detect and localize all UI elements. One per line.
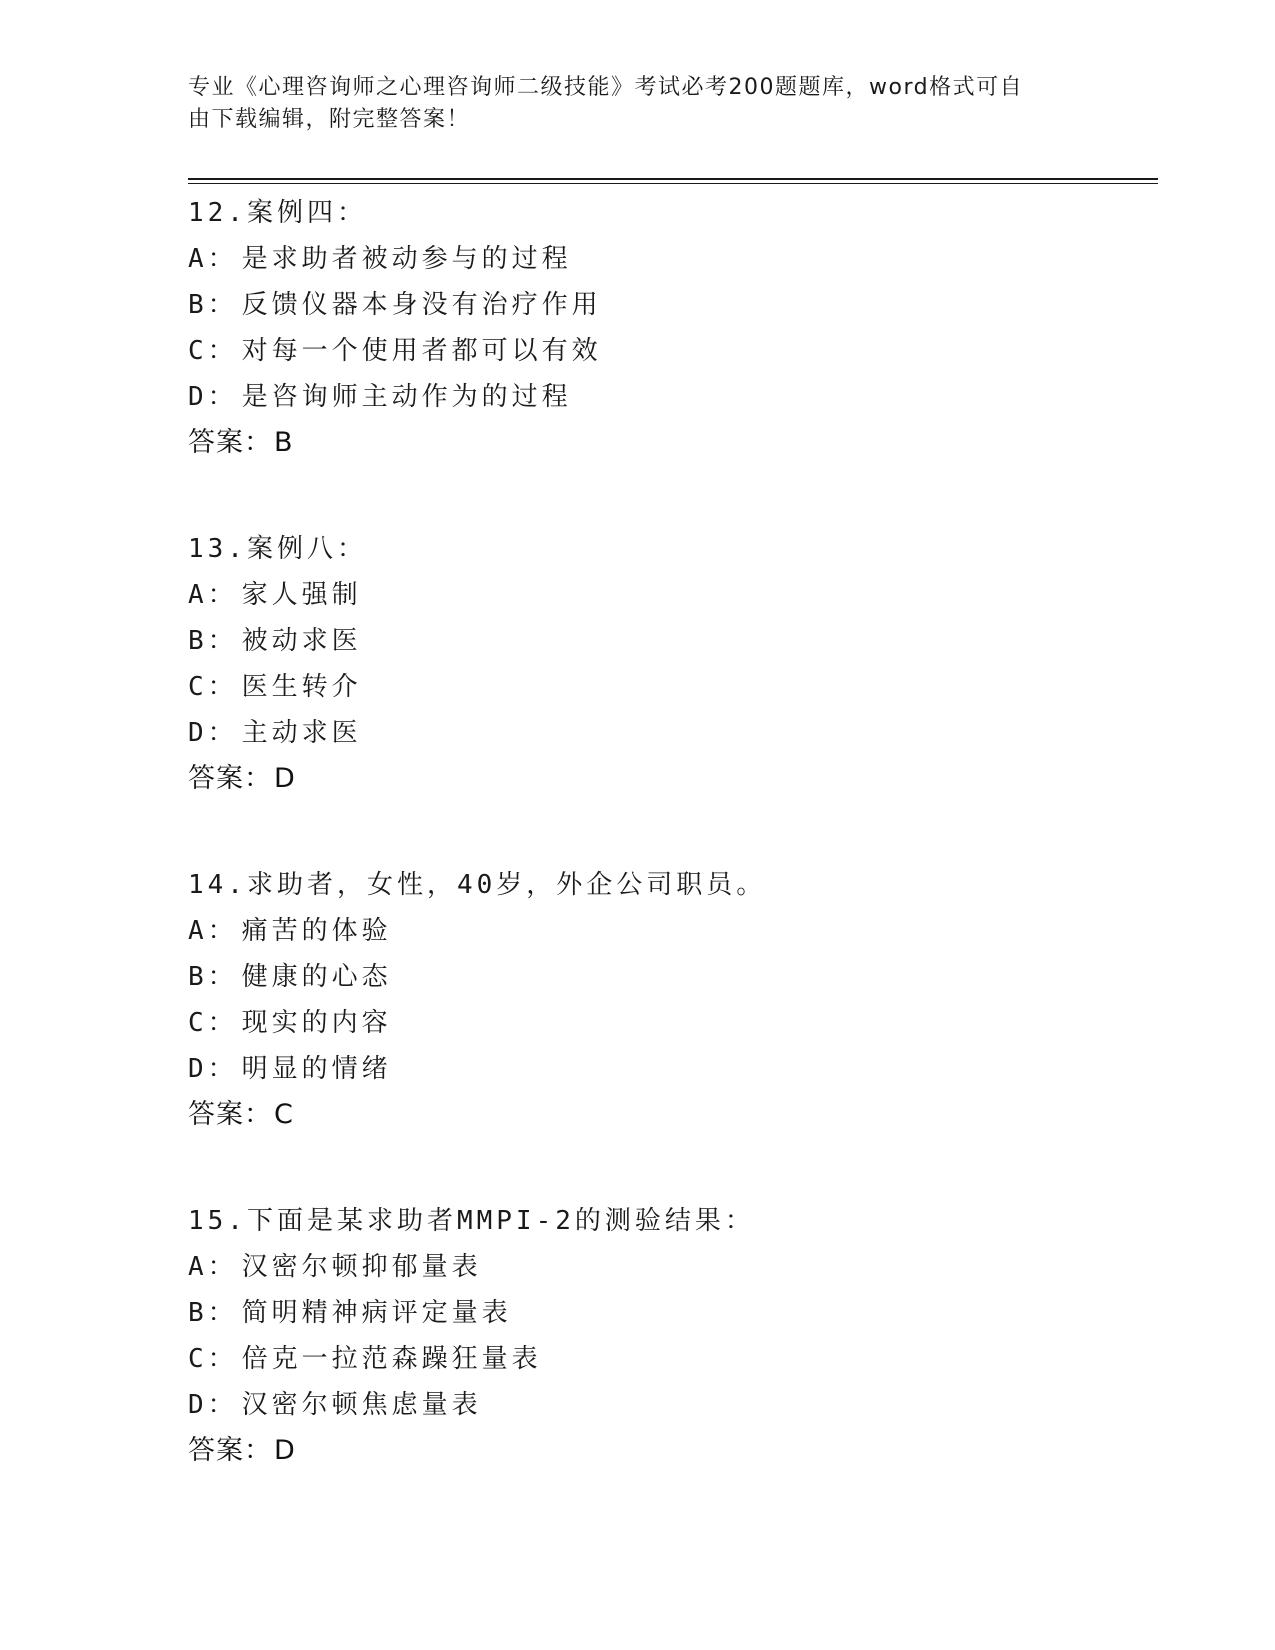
option-letter: B： (188, 626, 238, 656)
answer-value: C (274, 1099, 294, 1130)
option-letter: C： (188, 1008, 238, 1038)
option-text: 倍克一拉范森躁狂量表 (241, 1344, 542, 1374)
option-d (188, 710, 1148, 756)
option-letter: B： (188, 1298, 238, 1328)
option-text: 是求助者被动参与的过程 (241, 244, 572, 274)
question-stem: 15.下面是某求助者MMPI-2的测验结果： (188, 1206, 755, 1236)
option-letter: A： (188, 1252, 238, 1282)
option-text: 汉密尔顿抑郁量表 (241, 1252, 482, 1282)
option-letter: D： (188, 1390, 238, 1420)
intro-line-2: 由下载编辑，附完整答案！ (188, 107, 471, 132)
option-letter: A： (188, 580, 238, 610)
option-text: 被动求医 (241, 626, 362, 656)
option-c (188, 328, 1148, 374)
option-b (188, 1290, 1148, 1336)
option-text: 家人强制 (241, 580, 362, 610)
option-text: 是咨询师主动作为的过程 (241, 382, 572, 412)
intro-line-1: 专业《心理咨询师之心理咨询师二级技能》考试必考200题题库，word格式可自 (188, 75, 1024, 100)
document-intro (188, 72, 1068, 136)
answer-line (188, 1092, 1148, 1138)
option-b (188, 954, 1148, 1000)
answer-label: 答案： (188, 427, 272, 458)
option-a (188, 236, 1148, 282)
option-letter: C： (188, 672, 238, 702)
option-letter: B： (188, 290, 238, 320)
option-c (188, 664, 1148, 710)
answer-value: B (274, 427, 294, 458)
option-text: 对每一个使用者都可以有效 (241, 336, 602, 366)
question-list (188, 190, 1148, 1534)
option-d (188, 1046, 1148, 1092)
option-c (188, 1000, 1148, 1046)
option-a (188, 572, 1148, 618)
option-text: 汉密尔顿焦虑量表 (241, 1390, 482, 1420)
option-text: 痛苦的体验 (241, 916, 392, 946)
option-b (188, 618, 1148, 664)
answer-line (188, 756, 1148, 802)
answer-label: 答案： (188, 1435, 272, 1466)
option-text: 简明精神病评定量表 (241, 1298, 512, 1328)
answer-value: D (274, 763, 296, 794)
question-item-12 (188, 190, 1148, 466)
option-letter: D： (188, 382, 238, 412)
option-text: 主动求医 (241, 718, 362, 748)
option-a (188, 1244, 1148, 1290)
option-letter: D： (188, 718, 238, 748)
option-d (188, 1382, 1148, 1428)
header-divider-thick (188, 178, 1158, 180)
answer-value: D (274, 1435, 296, 1466)
question-stem: 13.案例八： (188, 534, 367, 564)
option-letter: A： (188, 244, 238, 274)
answer-line (188, 1428, 1148, 1474)
question-stem: 12.案例四： (188, 198, 367, 228)
option-text: 明显的情绪 (241, 1054, 392, 1084)
option-letter: C： (188, 1344, 238, 1374)
option-letter: A： (188, 916, 238, 946)
option-b (188, 282, 1148, 328)
question-stem: 14.求助者，女性，40岁，外企公司职员。 (188, 870, 767, 900)
option-text: 现实的内容 (241, 1008, 392, 1038)
option-text: 医生转介 (241, 672, 362, 702)
answer-line (188, 420, 1148, 466)
question-item-14 (188, 862, 1148, 1138)
question-item-13 (188, 526, 1148, 802)
option-d (188, 374, 1148, 420)
option-a (188, 908, 1148, 954)
question-item-15 (188, 1198, 1148, 1474)
header-divider-thin (188, 183, 1158, 184)
answer-label: 答案： (188, 763, 272, 794)
option-text: 反馈仪器本身没有治疗作用 (241, 290, 602, 320)
answer-label: 答案： (188, 1099, 272, 1130)
option-text: 健康的心态 (241, 962, 392, 992)
option-c (188, 1336, 1148, 1382)
option-letter: D： (188, 1054, 238, 1084)
option-letter: B： (188, 962, 238, 992)
option-letter: C： (188, 336, 238, 366)
